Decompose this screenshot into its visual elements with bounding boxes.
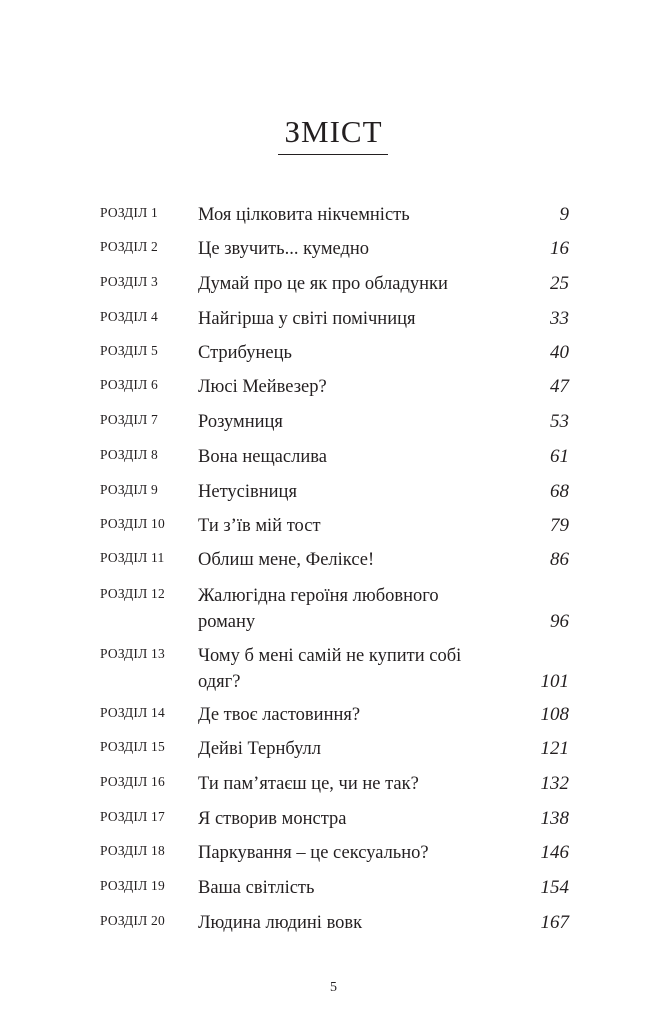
chapter-title-line: Облиш мене, Феліксе! [198, 550, 375, 570]
page-reference: 154 [540, 877, 569, 898]
chapter-label: РОЗДІЛ 16 [100, 774, 165, 789]
chapter-title-line: одяг? [198, 672, 241, 692]
page-reference: 121 [540, 738, 569, 759]
chapter-title-line: роману [198, 612, 256, 632]
page-reference: 40 [550, 342, 569, 363]
chapter-label: РОЗДІЛ 5 [100, 343, 158, 358]
chapter-label: РОЗДІЛ 7 [100, 412, 158, 427]
chapter-label: РОЗДІЛ 13 [100, 646, 165, 661]
page-reference: 101 [540, 671, 569, 692]
chapter-title [198, 479, 508, 505]
page-number: 5 [330, 980, 337, 995]
chapter-label: РОЗДІЛ 3 [100, 274, 158, 289]
chapter-title [198, 806, 508, 832]
chapter-label: РОЗДІЛ 8 [100, 447, 158, 462]
page-reference: 86 [550, 549, 569, 570]
chapter-title-line: Вона нещаслива [198, 447, 327, 467]
chapter-label: РОЗДІЛ 9 [100, 482, 158, 497]
page-reference: 167 [540, 912, 569, 933]
chapter-title [198, 736, 508, 762]
chapter-title-line: Люсі Мейвезер? [198, 377, 327, 397]
page-reference: 138 [540, 808, 569, 829]
page-reference: 108 [540, 704, 569, 725]
chapter-label: РОЗДІЛ 10 [100, 516, 165, 531]
page-reference: 146 [540, 842, 569, 863]
chapter-title-line: Ти з’їв мій тост [198, 516, 321, 536]
chapter-title-line: Думай про це як про обладунки [198, 274, 448, 294]
page-reference: 9 [559, 204, 569, 225]
chapter-title-line: Найгірша у світі помічниця [198, 309, 416, 329]
chapter-label: РОЗДІЛ 12 [100, 586, 165, 601]
chapter-title-line: Жалюгідна героїня любовного [198, 586, 439, 606]
chapter-title [198, 409, 508, 435]
chapter-title [198, 547, 508, 573]
page-reference: 61 [550, 446, 569, 467]
chapter-title [198, 374, 508, 400]
chapter-label: РОЗДІЛ 11 [100, 550, 165, 565]
chapter-title-line: Де твоє ластовиння? [198, 705, 361, 725]
chapter-label: РОЗДІЛ 4 [100, 309, 158, 324]
chapter-title [198, 306, 508, 332]
chapter-label: РОЗДІЛ 2 [100, 239, 158, 254]
page-reference: 47 [550, 376, 569, 397]
page-reference: 79 [550, 515, 569, 536]
page-reference: 96 [550, 611, 569, 632]
chapter-title-line: Моя цілковита нікчемність [198, 205, 410, 225]
chapter-title [198, 202, 508, 228]
page-reference: 68 [550, 481, 569, 502]
page-reference: 16 [550, 238, 569, 259]
chapter-title [198, 236, 508, 262]
chapter-title [198, 583, 508, 635]
page-title: ЗМІСТ [284, 114, 383, 149]
page-reference: 132 [540, 773, 569, 794]
page-reference: 33 [550, 308, 569, 329]
chapter-title-line: Нетусівниця [198, 482, 297, 502]
chapter-label: РОЗДІЛ 15 [100, 739, 165, 754]
chapter-title-line: Чому б мені самій не купити собі [198, 646, 462, 666]
chapter-title-line: Ти пам’ятаєш це, чи не так? [198, 774, 419, 794]
chapter-title [198, 340, 508, 366]
chapter-title-line: Це звучить... кумедно [198, 239, 370, 259]
chapter-label: РОЗДІЛ 17 [100, 809, 165, 824]
chapter-title [198, 910, 508, 936]
chapter-title [198, 771, 508, 797]
chapter-title [198, 840, 508, 866]
chapter-title-line: Дейві Тернбулл [198, 739, 322, 759]
chapter-label: РОЗДІЛ 19 [100, 878, 165, 893]
chapter-label: РОЗДІЛ 14 [100, 705, 165, 720]
page-reference: 25 [550, 273, 569, 294]
chapter-title [198, 702, 508, 728]
chapter-title [198, 875, 508, 901]
chapter-title-line: Стрибунець [198, 343, 292, 363]
chapter-title-line: Ваша світлість [198, 878, 315, 898]
chapter-title [198, 444, 508, 470]
chapter-title-line: Паркування – це сексуально? [198, 843, 429, 863]
chapter-label: РОЗДІЛ 20 [100, 913, 165, 928]
chapter-title-line: Людина людині вовк [198, 913, 363, 933]
chapter-title-line: Я створив монстра [198, 809, 347, 829]
chapter-label: РОЗДІЛ 1 [100, 205, 158, 220]
page-reference: 53 [550, 411, 569, 432]
chapter-title [198, 271, 508, 297]
chapter-title-line: Розумниця [198, 412, 283, 432]
chapter-label: РОЗДІЛ 6 [100, 377, 158, 392]
chapter-title [198, 643, 508, 695]
chapter-title [198, 513, 508, 539]
chapter-label: РОЗДІЛ 18 [100, 843, 165, 858]
